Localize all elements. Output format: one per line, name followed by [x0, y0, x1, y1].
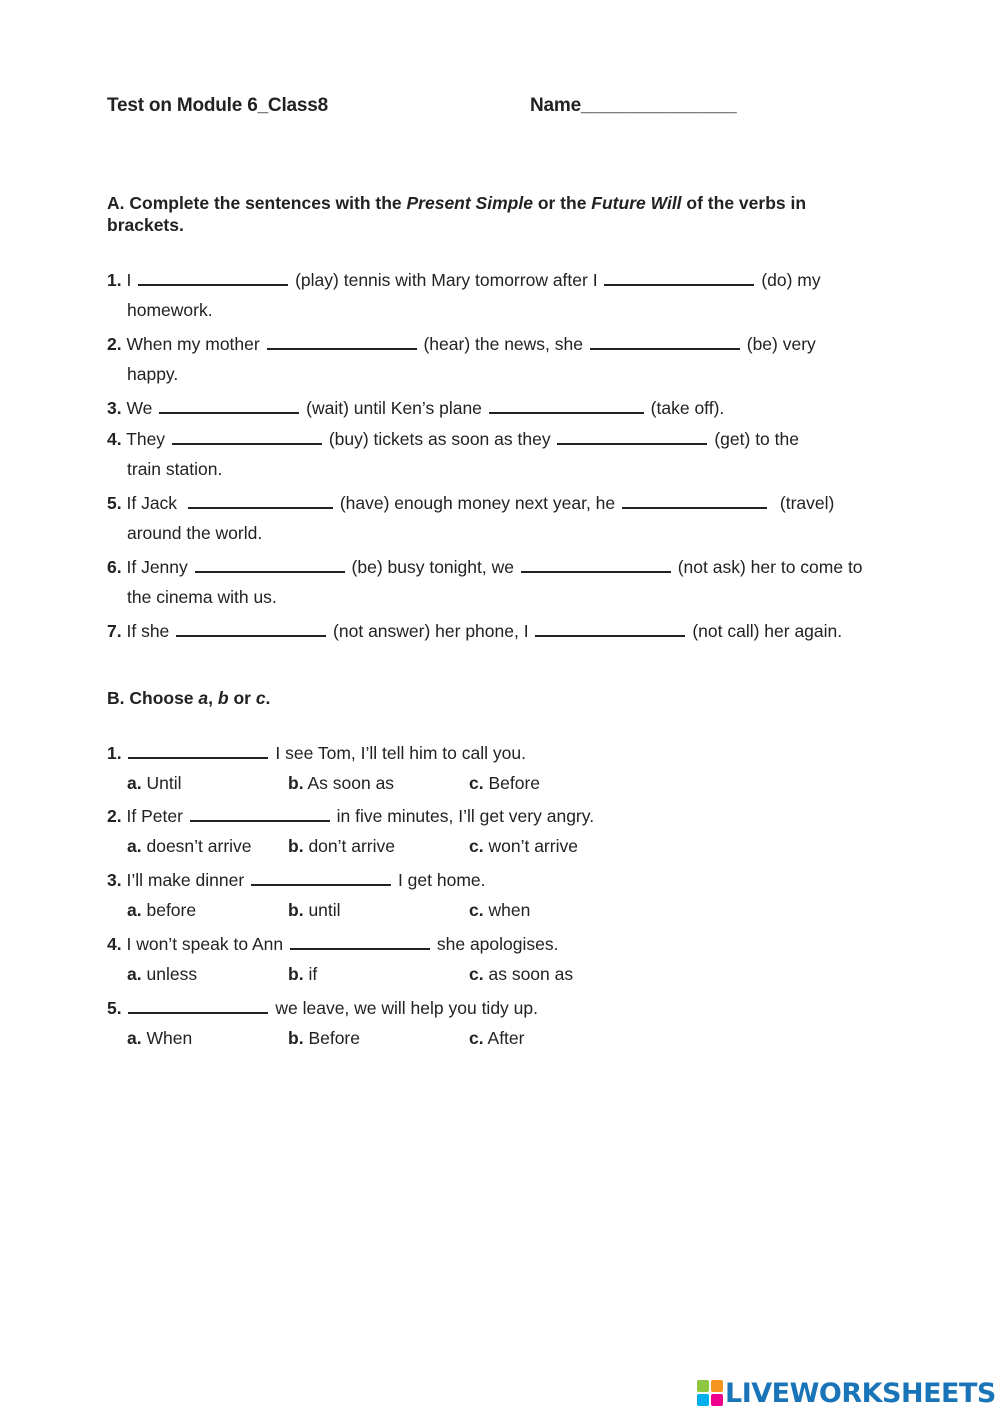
- option-c[interactable]: c. Before: [469, 773, 541, 793]
- section-a-heading-line2: brackets.: [107, 215, 184, 235]
- section-b-heading: B. Choose a, b or c.: [107, 688, 271, 708]
- answer-blank[interactable]: [267, 332, 417, 350]
- exercise-a-item-7: 7. If she (not answer) her phone, I (not call) her again.: [107, 621, 843, 641]
- answer-blank[interactable]: [172, 427, 322, 445]
- exercise-a-item-2: 2. When my mother (hear) the news, she (be) very: [107, 334, 816, 354]
- exercise-b-item-1: 1. I see Tom, I’ll tell him to call you.: [107, 743, 526, 763]
- option-c[interactable]: c. won’t arrive: [469, 836, 578, 856]
- section-a-heading: A. Complete the sentences with the Present Simple or the Future Will of the verbs in: [107, 193, 807, 213]
- option-c[interactable]: c. as soon as: [469, 964, 574, 984]
- exercise-a-item-4-cont: train station.: [127, 459, 223, 479]
- exercise-a-item-6-cont: the cinema with us.: [127, 587, 277, 607]
- option-b[interactable]: b. As soon as: [288, 773, 395, 793]
- answer-blank[interactable]: [190, 804, 330, 822]
- answer-blank[interactable]: [128, 996, 268, 1014]
- answer-blank[interactable]: [251, 868, 391, 886]
- exercise-a-item-1: 1. I (play) tennis with Mary tomorrow after I (do) my: [107, 270, 821, 290]
- exercise-b-item-2: 2. If Peter in five minutes, I’ll get very angry.: [107, 806, 595, 826]
- option-a[interactable]: a. Until: [127, 773, 182, 793]
- exercise-b-item-5: 5. we leave, we will help you tidy up.: [107, 998, 538, 1018]
- logo-square: [697, 1380, 709, 1392]
- answer-blank[interactable]: [521, 555, 671, 573]
- exercise-a-item-5-cont: around the world.: [127, 523, 263, 543]
- liveworksheets-logo[interactable]: [697, 1377, 996, 1409]
- exercise-a-item-4: 4. They (buy) tickets as soon as they (get) to the: [107, 429, 799, 449]
- answer-blank[interactable]: [176, 619, 326, 637]
- option-a[interactable]: a. unless: [127, 964, 198, 984]
- exercise-a-item-6: 6. If Jenny (be) busy tonight, we (not ask) her to come to: [107, 557, 863, 577]
- option-b[interactable]: b. Before: [288, 1028, 360, 1048]
- option-b[interactable]: b. if: [288, 964, 318, 984]
- name-field-label: Name_______________: [530, 95, 737, 116]
- exercise-b-item-3: 3. I’ll make dinner I get home.: [107, 870, 486, 890]
- answer-blank[interactable]: [622, 491, 767, 509]
- answer-blank[interactable]: [604, 268, 754, 286]
- logo-square: [711, 1380, 723, 1392]
- answer-blank[interactable]: [159, 396, 299, 414]
- answer-blank[interactable]: [290, 932, 430, 950]
- answer-blank[interactable]: [195, 555, 345, 573]
- exercise-a-item-2-cont: happy.: [127, 364, 179, 384]
- answer-blank[interactable]: [535, 619, 685, 637]
- option-c[interactable]: c. After: [469, 1028, 525, 1048]
- answer-blank[interactable]: [138, 268, 288, 286]
- answer-blank[interactable]: [188, 491, 333, 509]
- option-a[interactable]: a. before: [127, 900, 197, 920]
- logo-square: [697, 1394, 709, 1406]
- logo-mark-icon: [697, 1380, 723, 1406]
- page-title: Test on Module 6_Class8: [107, 95, 328, 116]
- exercise-a-item-5: 5. If Jack (have) enough money next year, he (travel): [107, 493, 835, 513]
- exercise-a-item-1-cont: homework.: [127, 300, 213, 320]
- option-a[interactable]: a. doesn’t arrive: [127, 836, 252, 856]
- answer-blank[interactable]: [557, 427, 707, 445]
- option-a[interactable]: a. When: [127, 1028, 193, 1048]
- answer-blank[interactable]: [128, 741, 268, 759]
- answer-blank[interactable]: [590, 332, 740, 350]
- exercise-b-item-4: 4. I won’t speak to Ann she apologises.: [107, 934, 559, 954]
- option-b[interactable]: b. don’t arrive: [288, 836, 396, 856]
- option-c[interactable]: c. when: [469, 900, 531, 920]
- exercise-a-item-3: 3. We (wait) until Ken’s plane (take off).: [107, 398, 725, 418]
- answer-blank[interactable]: [489, 396, 644, 414]
- option-b[interactable]: b. until: [288, 900, 341, 920]
- logo-square: [711, 1394, 723, 1406]
- logo-text: LIVEWORKSHEETS: [725, 1377, 996, 1409]
